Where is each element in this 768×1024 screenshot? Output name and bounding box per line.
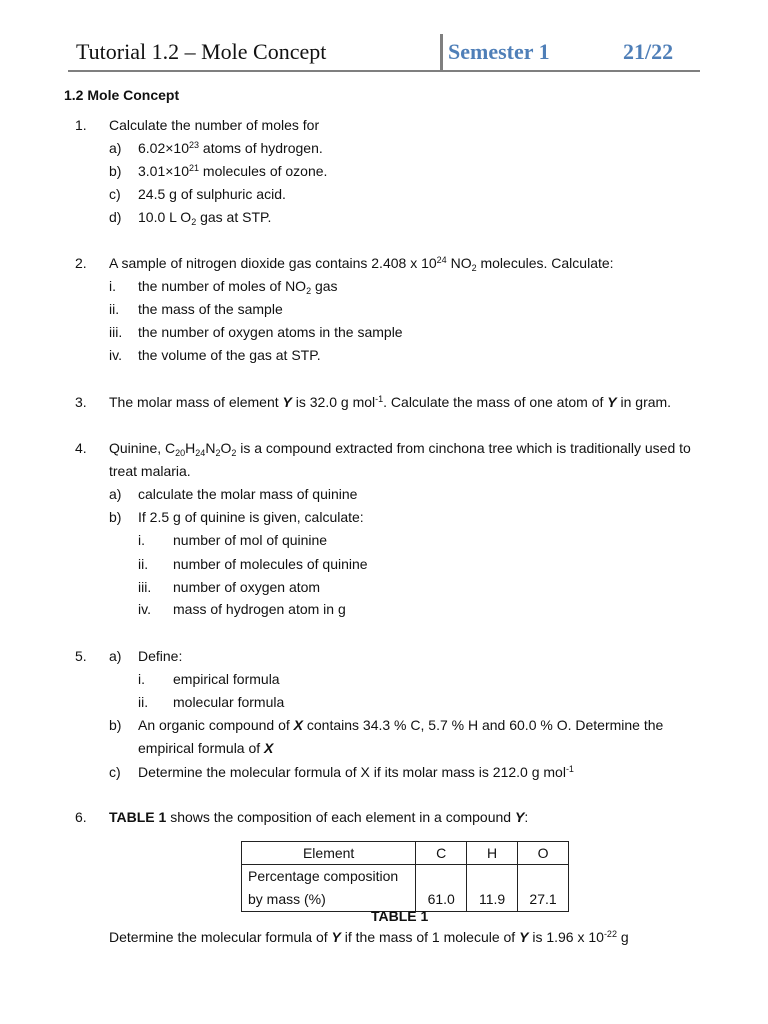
item-label: a) xyxy=(109,486,122,502)
item-text: $6.02\times 10^{23}$ atoms of hydrogen. xyxy=(138,140,323,156)
item-label: b) xyxy=(109,717,122,733)
item-label: c) xyxy=(109,764,121,780)
subitem-text: number of oxygen atom xyxy=(173,579,321,595)
item-label: iii. xyxy=(109,324,123,340)
section-title: 1.2 Mole Concept xyxy=(64,87,180,103)
item-label: b) xyxy=(109,163,122,179)
question-stem-cont: treat malaria. xyxy=(109,463,191,479)
question-stem: Quinine, $C_{20}H_{24}N_2O_2$ is a compound extracted from cinchona tree which is traditionally used to xyxy=(109,440,691,458)
item-text: 10.0 L $O_2$ gas at STP. xyxy=(138,209,272,227)
table-cell: 11.9 xyxy=(467,865,518,912)
item-text: Define: xyxy=(138,648,183,664)
header-divider xyxy=(440,34,443,72)
item-text: An organic compound of X contains 34.3 % C, 5.7 % H and 60.0 % O. Determine the xyxy=(138,717,664,733)
question-number: 6. xyxy=(75,809,87,825)
item-label: i. xyxy=(109,278,116,294)
item-text: the volume of the gas at STP. xyxy=(138,347,321,363)
page-header xyxy=(68,34,700,72)
table-cell: 27.1 xyxy=(518,865,569,912)
subitem-label: iii. xyxy=(138,579,152,595)
item-text: 24.5 g of sulphuric acid. xyxy=(138,186,286,202)
subitem-text: empirical formula xyxy=(173,671,280,687)
item-text: the number of moles of $NO_2$ gas xyxy=(138,278,338,296)
subitem-label: i. xyxy=(138,532,145,548)
item-label: d) xyxy=(109,209,122,225)
table-caption: TABLE 1 xyxy=(371,908,429,924)
item-text: the number of oxygen atoms in the sample xyxy=(138,324,403,340)
table-header-cell: Element xyxy=(242,842,416,865)
item-text: $3.01\times 10^{21}$ molecules of ozone. xyxy=(138,163,328,179)
item-label: a) xyxy=(109,648,122,664)
question-number: 4. xyxy=(75,440,87,456)
item-label: a) xyxy=(109,140,122,156)
subitem-label: ii. xyxy=(138,556,149,572)
item-label: iv. xyxy=(109,347,122,363)
question-number: 1. xyxy=(75,117,87,133)
question-number: 5. xyxy=(75,648,87,664)
table-row xyxy=(242,865,569,912)
subitem-text: number of mol of quinine xyxy=(173,532,328,548)
table-header-cell: C xyxy=(416,842,467,865)
table-header-row xyxy=(242,842,569,865)
question-final: Determine the molecular formula of Y if the mass of 1 molecule of Y is 1.96 x $10^{-22}$ g xyxy=(109,929,629,945)
subitem-text: mass of hydrogen atom in g xyxy=(173,601,346,617)
subitem-text: number of molecules of quinine xyxy=(173,556,368,572)
subitem-label: iv. xyxy=(138,601,151,617)
tutorial-title: Tutorial 1.2 – Mole Concept xyxy=(76,39,327,64)
item-text: Determine the molecular formula of X if its molar mass is 212.0 g mol$^{-1}$ xyxy=(138,764,574,780)
academic-year: 21/22 xyxy=(623,39,674,64)
item-text: the mass of the sample xyxy=(138,301,283,317)
question-stem: TABLE 1 shows the composition of each element in a compound Y: xyxy=(109,809,529,825)
question-stem: Calculate the number of moles for xyxy=(109,117,320,133)
item-text: If 2.5 g of quinine is given, calculate: xyxy=(138,509,364,525)
subitem-text: molecular formula xyxy=(173,694,285,710)
subitem-label: i. xyxy=(138,671,145,687)
composition-table xyxy=(241,841,569,912)
item-label: b) xyxy=(109,509,122,525)
table-row-label: Percentage composition by mass (%) xyxy=(242,865,416,912)
table-header-cell: O xyxy=(518,842,569,865)
question-number: 3. xyxy=(75,394,87,410)
question-stem: The molar mass of element Y is 32.0 g mol$^{-1}$. Calculate the mass of one atom of Y in gram. xyxy=(109,394,672,410)
subitem-label: ii. xyxy=(138,694,149,710)
question-stem: A sample of nitrogen dioxide gas contains 2.408 x $10^{24}$ $NO_2$ molecules. Calculate: xyxy=(109,255,614,273)
semester-label: Semester 1 xyxy=(448,39,550,64)
table-cell: 61.0 xyxy=(416,865,467,912)
item-label: c) xyxy=(109,186,121,202)
table-header-cell: H xyxy=(467,842,518,865)
item-label: ii. xyxy=(109,301,120,317)
question-number: 2. xyxy=(75,255,87,271)
item-text-cont: empirical formula of X xyxy=(138,740,274,756)
item-text: calculate the molar mass of quinine xyxy=(138,486,358,502)
